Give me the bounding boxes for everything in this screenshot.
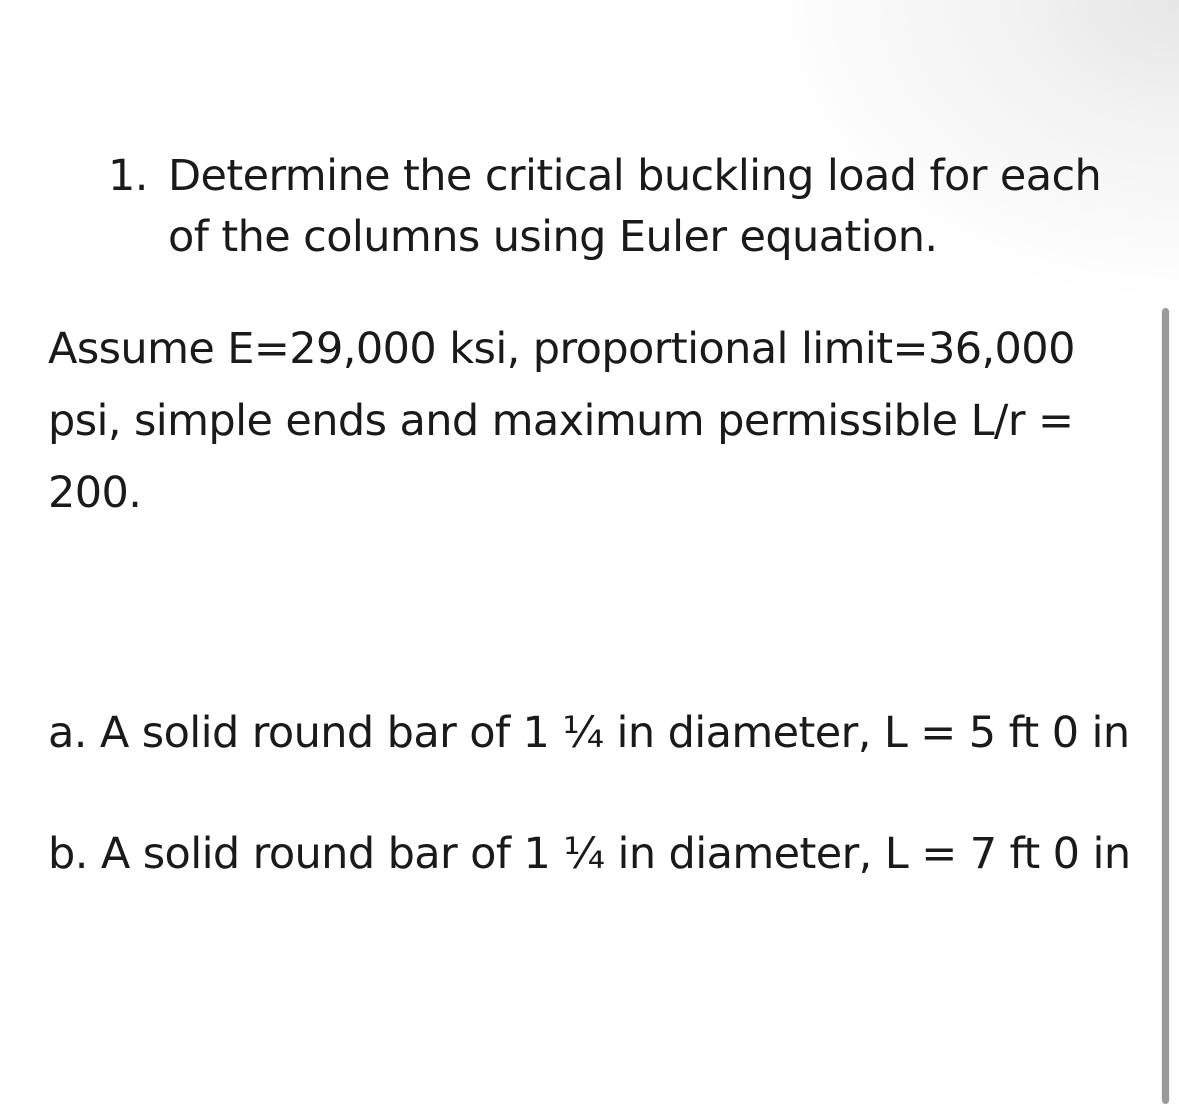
question-number: 1. <box>108 151 148 201</box>
question-text: Determine the critical buckling load for each of the columns using Euler equation. <box>168 151 1102 262</box>
assumptions-paragraph: Assume E=29,000 ksi, proportional limit=36,000 psi, simple ends and maximum permissible L/r = 200. <box>48 324 1075 518</box>
part-a-text: a. A solid round bar of 1 ¼ in diameter, L = 5 ft 0 in <box>48 708 1130 758</box>
part-b-text: b. A solid round bar of 1 ¼ in diameter, L = 7 ft 0 in <box>48 829 1131 879</box>
scrollbar-thumb[interactable] <box>1162 308 1169 1104</box>
vertical-scrollbar[interactable] <box>1161 308 1170 1104</box>
question-item <box>108 146 1108 268</box>
